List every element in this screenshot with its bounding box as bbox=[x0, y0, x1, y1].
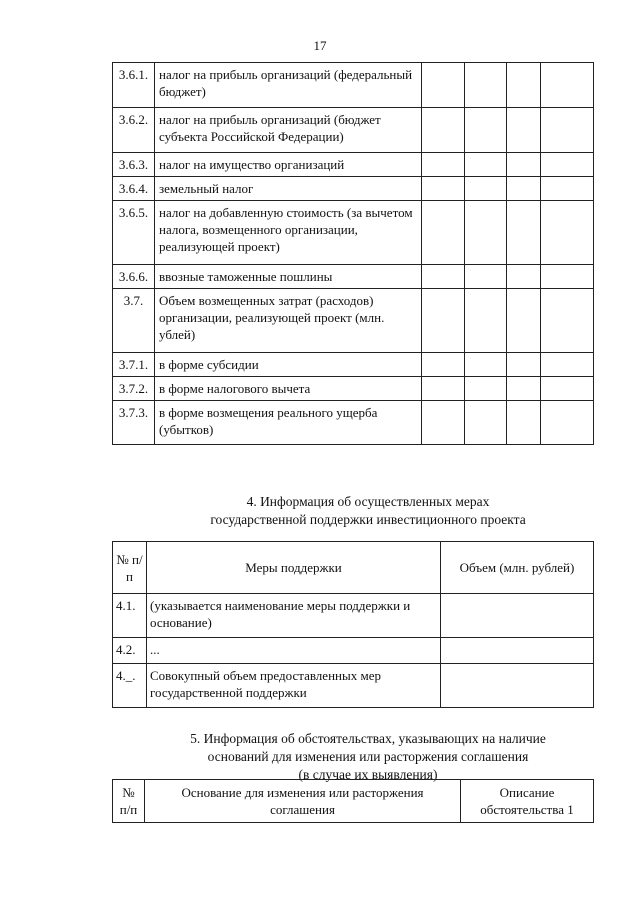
empty-cell bbox=[465, 353, 507, 377]
table-row bbox=[113, 594, 594, 638]
row-number: 3.7.2. bbox=[113, 377, 155, 401]
row-number: 3.6.6. bbox=[113, 265, 155, 289]
row-label: (указывается наименование меры поддержки и основание) bbox=[147, 594, 441, 638]
indicators-table bbox=[112, 62, 594, 445]
empty-cell bbox=[507, 377, 541, 401]
table-row bbox=[113, 664, 594, 708]
empty-cell bbox=[465, 289, 507, 353]
column-header-number: № п/п bbox=[113, 542, 147, 594]
row-number: 3.6.1. bbox=[113, 63, 155, 108]
empty-cell bbox=[541, 201, 594, 265]
empty-cell bbox=[507, 63, 541, 108]
row-label: Совокупный объем предоставленных мер государственной поддержки bbox=[147, 664, 441, 708]
empty-cell bbox=[441, 638, 594, 664]
empty-cell bbox=[441, 594, 594, 638]
table-header-row bbox=[113, 780, 594, 823]
row-number: 3.6.3. bbox=[113, 153, 155, 177]
table-row bbox=[113, 108, 594, 153]
table-row bbox=[113, 401, 594, 445]
empty-cell bbox=[507, 201, 541, 265]
empty-cell bbox=[541, 108, 594, 153]
heading-line: 4. Информация об осуществленных мерах bbox=[246, 494, 490, 509]
table-row bbox=[113, 377, 594, 401]
section-4-heading bbox=[48, 493, 640, 529]
empty-cell bbox=[541, 353, 594, 377]
section-5-heading bbox=[48, 730, 640, 784]
row-label: налог на прибыль организаций (федеральный бюджет) bbox=[155, 63, 422, 108]
heading-line: государственной поддержки инвестиционного проекта bbox=[210, 512, 526, 527]
page-number: 17 bbox=[313, 38, 327, 53]
column-header-number: № п/п bbox=[113, 780, 145, 823]
heading-line: оснований для изменения или расторжения соглашения bbox=[207, 749, 529, 764]
heading-line: (в случае их выявления) bbox=[298, 767, 438, 782]
empty-cell bbox=[507, 265, 541, 289]
circumstances-table bbox=[112, 779, 594, 823]
empty-cell bbox=[507, 353, 541, 377]
row-number: 4.2. bbox=[113, 638, 147, 664]
row-label: налог на имущество организаций bbox=[155, 153, 422, 177]
empty-cell bbox=[465, 401, 507, 445]
empty-cell bbox=[422, 177, 465, 201]
row-number: 4.1. bbox=[113, 594, 147, 638]
empty-cell bbox=[465, 63, 507, 108]
empty-cell bbox=[507, 153, 541, 177]
table-row bbox=[113, 201, 594, 265]
table-row bbox=[113, 63, 594, 108]
column-header-measures: Меры поддержки bbox=[147, 542, 441, 594]
empty-cell bbox=[465, 265, 507, 289]
row-number: 3.7. bbox=[113, 289, 155, 353]
table-row bbox=[113, 177, 594, 201]
table-row bbox=[113, 265, 594, 289]
empty-cell bbox=[422, 201, 465, 265]
empty-cell bbox=[507, 289, 541, 353]
row-number: 3.6.5. bbox=[113, 201, 155, 265]
row-number: 3.7.3. bbox=[113, 401, 155, 445]
empty-cell bbox=[422, 108, 465, 153]
row-label: налог на добавленную стоимость (за вычетом налога, возмещенного организации, реализующей проект) bbox=[155, 201, 422, 265]
column-header-volume: Объем (млн. рублей) bbox=[441, 542, 594, 594]
empty-cell bbox=[465, 177, 507, 201]
table-header-row bbox=[113, 542, 594, 594]
row-number: 4._. bbox=[113, 664, 147, 708]
row-number: 3.7.1. bbox=[113, 353, 155, 377]
empty-cell bbox=[541, 153, 594, 177]
row-label: земельный налог bbox=[155, 177, 422, 201]
support-measures-table bbox=[112, 541, 594, 708]
table-row bbox=[113, 153, 594, 177]
empty-cell bbox=[541, 177, 594, 201]
empty-cell bbox=[441, 664, 594, 708]
empty-cell bbox=[541, 401, 594, 445]
empty-cell bbox=[541, 63, 594, 108]
empty-cell bbox=[507, 401, 541, 445]
row-number: 3.6.2. bbox=[113, 108, 155, 153]
column-header-description: Описание обстоятельства 1 bbox=[461, 780, 594, 823]
heading-line: 5. Информация об обстоятельствах, указывающих на наличие bbox=[190, 731, 546, 746]
empty-cell bbox=[422, 153, 465, 177]
empty-cell bbox=[422, 63, 465, 108]
row-label: Объем возмещенных затрат (расходов) организации, реализующей проект (млн. ублей) bbox=[155, 289, 422, 353]
row-label: в форме налогового вычета bbox=[155, 377, 422, 401]
empty-cell bbox=[422, 377, 465, 401]
empty-cell bbox=[422, 265, 465, 289]
row-label: в форме субсидии bbox=[155, 353, 422, 377]
row-label: налог на прибыль организаций (бюджет субъекта Российской Федерации) bbox=[155, 108, 422, 153]
empty-cell bbox=[541, 265, 594, 289]
empty-cell bbox=[422, 401, 465, 445]
row-label: ... bbox=[147, 638, 441, 664]
empty-cell bbox=[541, 377, 594, 401]
row-label: ввозные таможенные пошлины bbox=[155, 265, 422, 289]
column-header-basis: Основание для изменения или расторжения соглашения bbox=[145, 780, 461, 823]
empty-cell bbox=[465, 201, 507, 265]
empty-cell bbox=[422, 289, 465, 353]
table-row bbox=[113, 289, 594, 353]
table-row bbox=[113, 353, 594, 377]
empty-cell bbox=[541, 289, 594, 353]
empty-cell bbox=[507, 108, 541, 153]
table-row bbox=[113, 638, 594, 664]
empty-cell bbox=[465, 153, 507, 177]
row-number: 3.6.4. bbox=[113, 177, 155, 201]
empty-cell bbox=[507, 177, 541, 201]
empty-cell bbox=[465, 377, 507, 401]
row-label: в форме возмещения реального ущерба (убытков) bbox=[155, 401, 422, 445]
empty-cell bbox=[465, 108, 507, 153]
empty-cell bbox=[422, 353, 465, 377]
